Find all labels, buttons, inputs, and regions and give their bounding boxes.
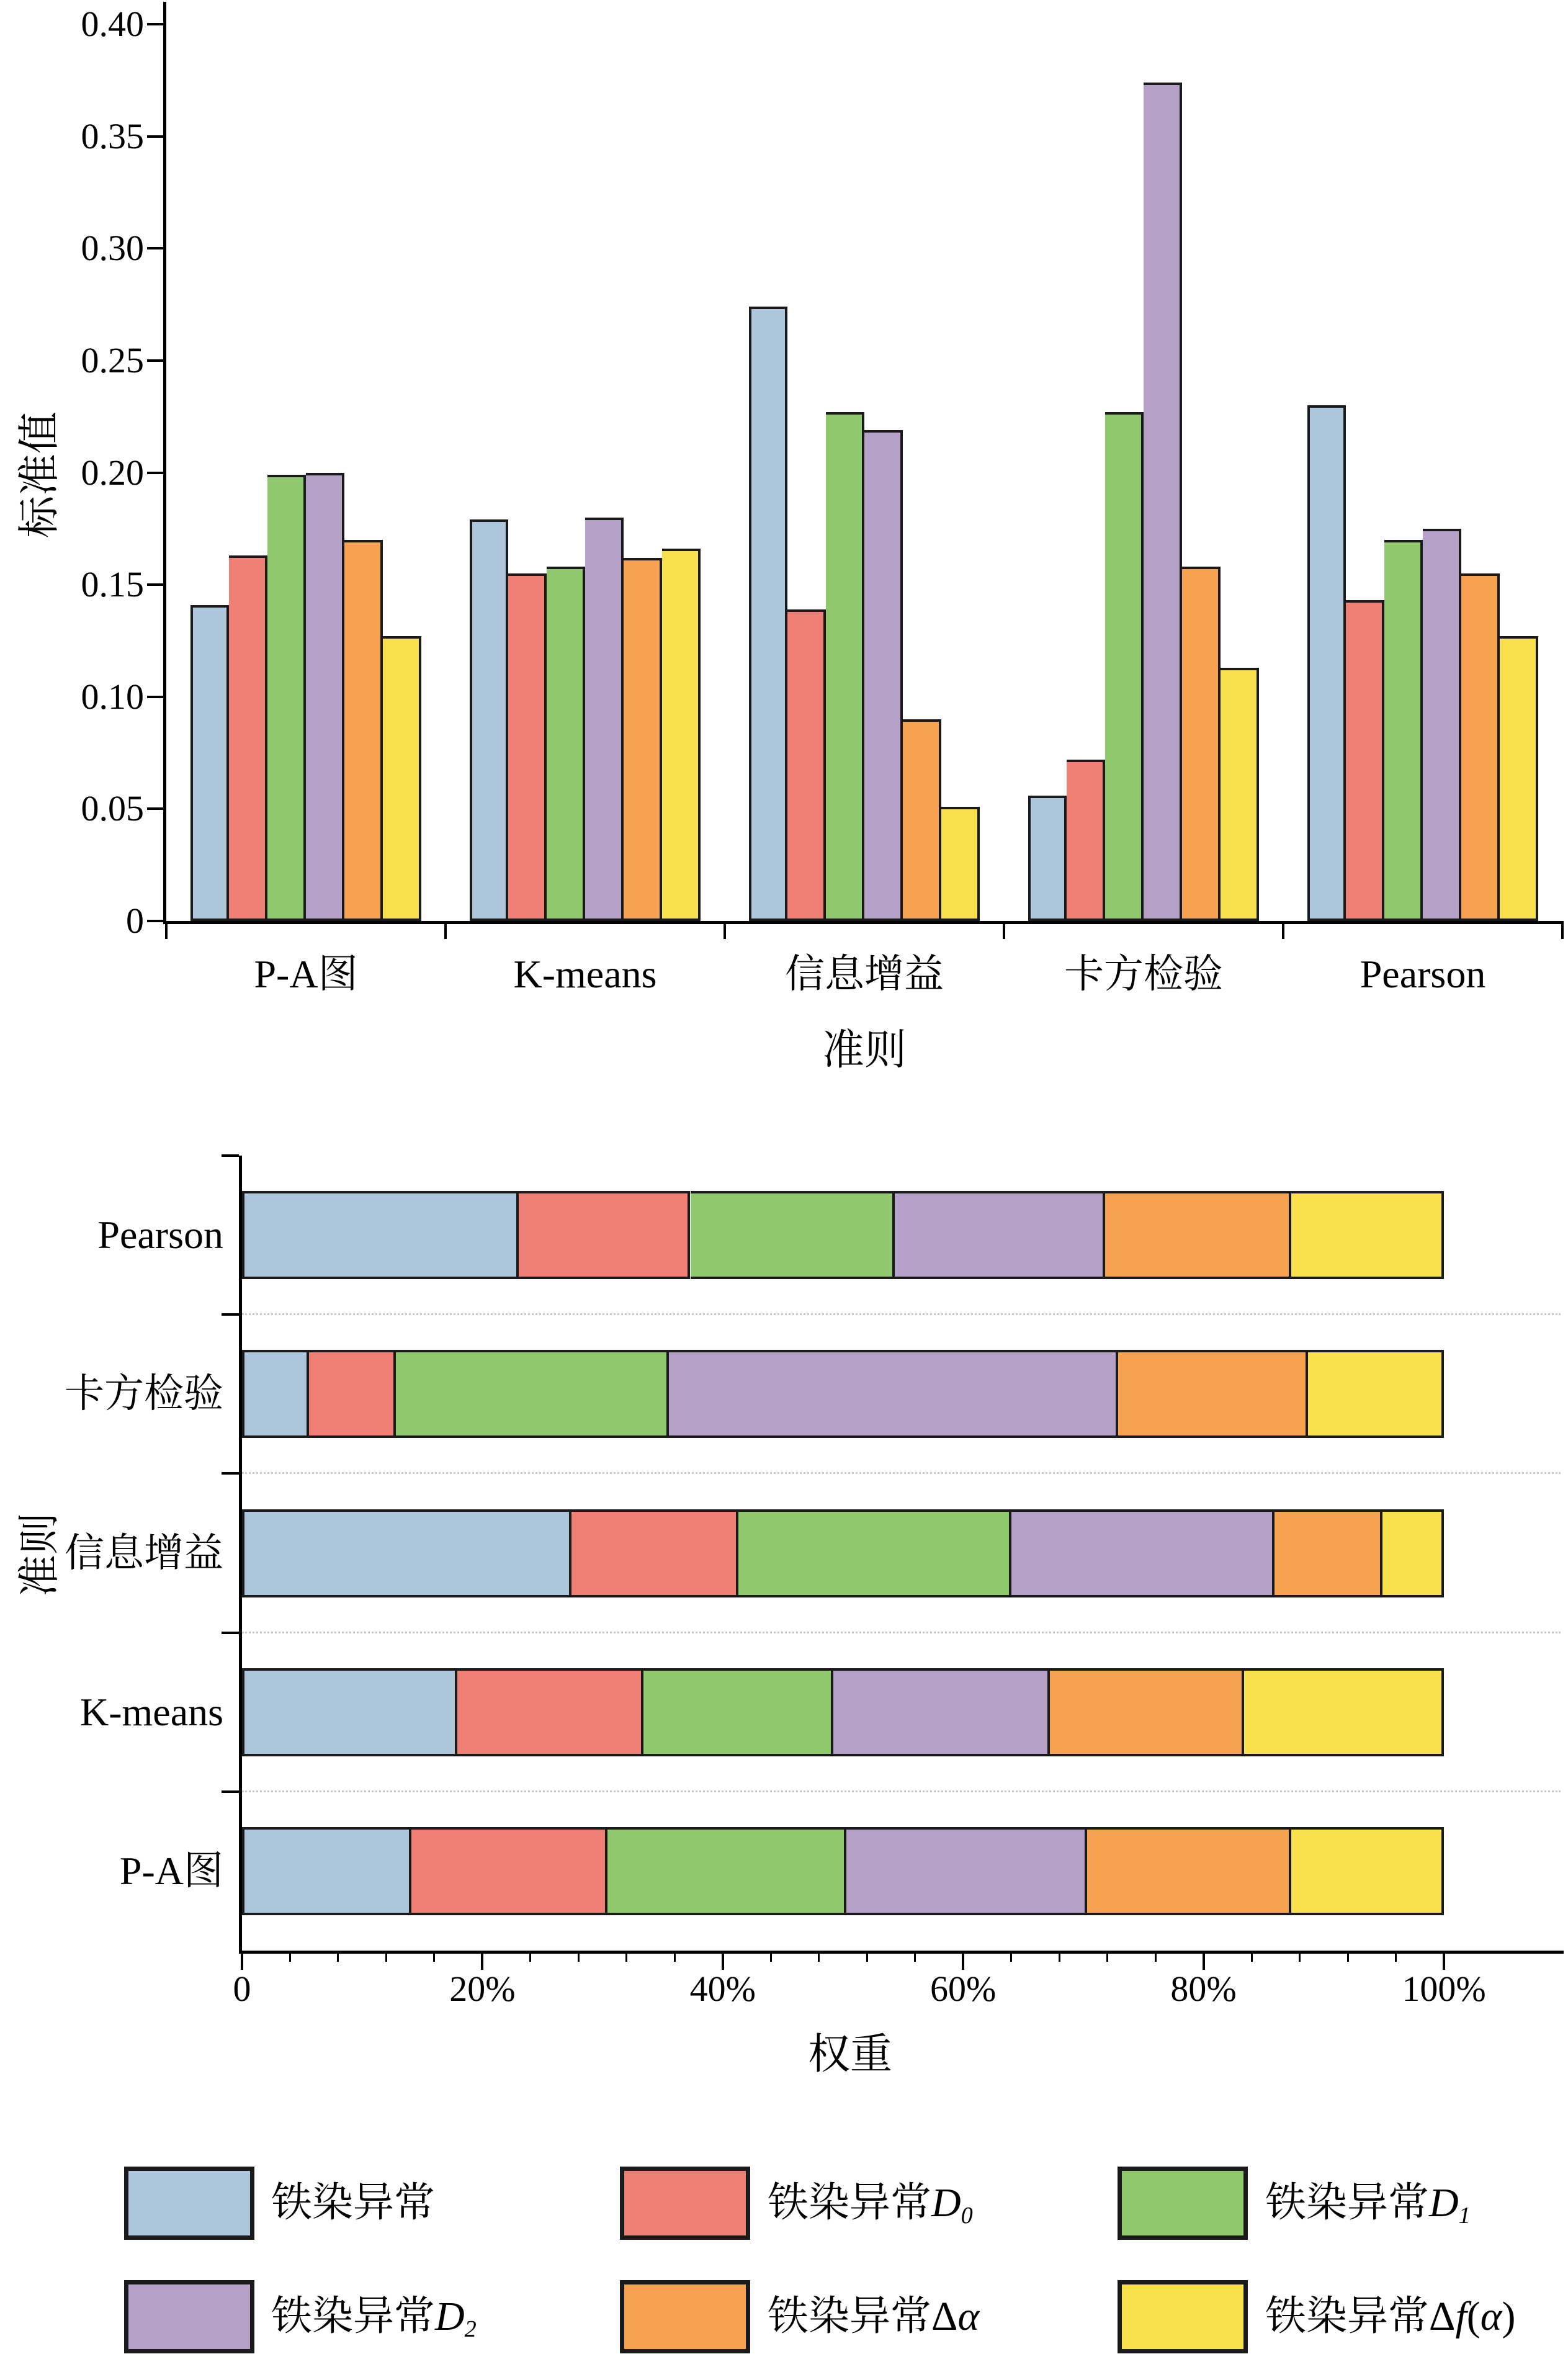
bar: [190, 605, 229, 921]
bar-segment: [1118, 1350, 1308, 1438]
y-tick-label: 0.25: [81, 339, 144, 380]
y-tick-label: 0.05: [81, 788, 144, 829]
bar-segment: [1291, 1827, 1444, 1915]
x-tick-label: 80%: [1170, 1969, 1237, 2009]
y-tick: [147, 472, 163, 474]
legend-label-part: 0: [961, 2203, 973, 2229]
x-minor-tick: [1059, 1954, 1060, 1962]
bar: [383, 636, 421, 921]
bar-segment: [242, 1509, 571, 1597]
y-tick-label: 0.30: [81, 228, 144, 269]
bar-segment: [309, 1350, 395, 1438]
x-minor-tick: [1010, 1954, 1012, 1962]
x-minor-tick: [1106, 1954, 1108, 1962]
bar: [547, 567, 585, 921]
legend-label-part: Δ: [931, 2294, 958, 2339]
y-tick: [147, 920, 163, 922]
legend-label: [768, 2280, 979, 2353]
bar-segment: [833, 1668, 1050, 1756]
bottom-x-axis-title: [726, 2028, 974, 2080]
bar: [864, 430, 903, 921]
y-tick: [222, 1472, 239, 1475]
bar: [1500, 636, 1538, 921]
y-axis: [163, 2, 166, 924]
bar: [1105, 412, 1144, 921]
y-axis: [239, 1156, 242, 1954]
bar: [470, 519, 508, 921]
legend-label-part: D: [1429, 2180, 1459, 2226]
y-tick: [222, 1632, 239, 1634]
category-label: 卡方检验: [1064, 952, 1223, 996]
x-minor-tick: [337, 1954, 339, 1962]
category-label: P-A图: [254, 952, 358, 996]
x-minor-tick: [289, 1954, 291, 1962]
gridline: [242, 1790, 1561, 1792]
bar: [1384, 540, 1423, 921]
bar: [267, 475, 306, 921]
bar-segment: [895, 1191, 1105, 1279]
bar: [941, 807, 980, 921]
legend-label-part: ): [1502, 2294, 1516, 2339]
legend-label: [1265, 2167, 1471, 2240]
legend-label: [271, 2280, 477, 2353]
category-label: 卡方检验: [65, 1372, 223, 1416]
bar-segment: [396, 1350, 669, 1438]
bar-segment: [1087, 1827, 1291, 1915]
bar: [1144, 83, 1182, 921]
legend-label-part: f: [1455, 2294, 1467, 2339]
bar-segment: [691, 1191, 895, 1279]
x-tick-label: 100%: [1402, 1969, 1486, 2009]
bar: [306, 473, 344, 921]
bar-segment: [643, 1668, 833, 1756]
legend-label-part: 铁染异常: [1265, 2180, 1429, 2226]
x-tick: [165, 924, 168, 939]
legend-swatch: [124, 2280, 254, 2353]
grouped-bar-chart: [0, 0, 1568, 1117]
legend-label: [1265, 2280, 1515, 2353]
category-label: 信息增益: [785, 952, 944, 996]
category-label: Pearson: [97, 1213, 223, 1257]
x-axis: [239, 1951, 1564, 1954]
y-tick: [147, 247, 163, 249]
bar: [787, 609, 826, 921]
x-tick: [444, 924, 447, 939]
bar: [1423, 529, 1461, 921]
legend-swatch: [620, 2167, 750, 2240]
bar-segment: [1308, 1350, 1444, 1438]
legend-label-part: D: [435, 2294, 465, 2339]
top-y-axis-title-text: 标准值: [16, 411, 63, 539]
bar-segment: [457, 1668, 643, 1756]
legend-label: [768, 2167, 973, 2240]
x-minor-tick: [625, 1954, 627, 1962]
y-tick: [222, 1313, 239, 1316]
bar-segment: [242, 1191, 519, 1279]
legend-label-part: 铁染异常: [768, 2294, 931, 2339]
bar: [624, 558, 662, 921]
bar: [229, 555, 267, 921]
x-tick: [1282, 924, 1284, 939]
y-tick-label: 0.40: [81, 4, 144, 45]
y-tick: [147, 583, 163, 586]
x-minor-tick: [578, 1954, 580, 1962]
legend-label-part: 铁染异常: [271, 2294, 435, 2339]
bar-segment: [242, 1350, 309, 1438]
bar-segment: [607, 1827, 846, 1915]
bar: [1182, 567, 1221, 921]
y-tick: [147, 359, 163, 362]
y-tick-label: 0.10: [81, 676, 144, 717]
x-axis: [163, 921, 1564, 924]
x-tick-label: 20%: [449, 1969, 516, 2009]
x-minor-tick: [385, 1954, 387, 1962]
y-tick-label: 0.20: [81, 452, 144, 493]
y-tick: [147, 807, 163, 810]
gridline: [242, 1472, 1561, 1474]
legend-label-part: 铁染异常: [271, 2180, 435, 2226]
legend-swatch: [124, 2167, 254, 2240]
bar-segment: [1011, 1509, 1275, 1597]
y-tick: [147, 23, 163, 25]
bar: [749, 307, 787, 921]
x-minor-tick: [1347, 1954, 1349, 1962]
bar: [1221, 668, 1259, 921]
x-tick-label: 0: [233, 1969, 251, 2009]
y-tick: [147, 135, 163, 138]
x-minor-tick: [1155, 1954, 1157, 1962]
bar: [1067, 760, 1105, 921]
bar-segment: [738, 1509, 1011, 1597]
bar: [903, 719, 941, 921]
bar: [344, 540, 383, 921]
x-minor-tick: [866, 1954, 868, 1962]
bar-segment: [411, 1827, 607, 1915]
legend-label-part: 铁染异常: [768, 2180, 931, 2226]
x-minor-tick: [1299, 1954, 1301, 1962]
bar-segment: [1105, 1191, 1291, 1279]
bar: [826, 412, 864, 921]
y-tick-label: 0.15: [81, 564, 144, 605]
legend-label-part: Δ: [1429, 2294, 1456, 2339]
bar-segment: [242, 1668, 457, 1756]
bar-segment: [1244, 1668, 1444, 1756]
legend-swatch: [1118, 2280, 1248, 2353]
x-tick-label: 60%: [930, 1969, 997, 2009]
legend-label-part: 铁染异常: [1265, 2294, 1429, 2339]
x-tick: [724, 924, 726, 939]
bar: [1346, 600, 1384, 921]
x-minor-tick: [674, 1954, 676, 1962]
legend-label-part: α: [957, 2294, 980, 2339]
bar: [1307, 405, 1346, 921]
x-minor-tick: [770, 1954, 772, 1962]
bar: [1028, 796, 1067, 921]
bar-segment: [571, 1509, 738, 1597]
x-tick: [1561, 924, 1564, 939]
gridline: [242, 1313, 1561, 1315]
bar: [1461, 573, 1500, 921]
bottom-y-axis-title-text: 准则: [16, 1512, 63, 1597]
legend-label-part: 2: [464, 2316, 477, 2343]
top-x-axis-title-text: 准则: [822, 1027, 907, 1074]
bottom-x-axis-title-text: 权重: [807, 2031, 892, 2078]
x-tick: [1003, 924, 1005, 939]
x-tick-label: 40%: [689, 1969, 756, 2009]
bar-segment: [242, 1827, 411, 1915]
x-minor-tick: [529, 1954, 531, 1962]
category-label: P-A图: [119, 1848, 223, 1893]
bar-segment: [519, 1191, 691, 1279]
y-tick-label: 0: [126, 901, 144, 941]
bar-segment: [1382, 1509, 1444, 1597]
y-tick: [222, 1790, 239, 1793]
legend-label-part: D: [931, 2180, 961, 2226]
bar-segment: [846, 1827, 1086, 1915]
x-minor-tick: [914, 1954, 916, 1962]
category-label: K-means: [79, 1689, 223, 1734]
legend-label-part: 1: [1458, 2203, 1471, 2229]
bar-segment: [1275, 1509, 1382, 1597]
bar: [585, 518, 624, 921]
x-minor-tick: [818, 1954, 820, 1962]
legend-label: [271, 2167, 435, 2240]
legend-label-part: α: [1480, 2294, 1502, 2339]
top-x-axis-title: [740, 1024, 988, 1076]
y-tick-label: 0.35: [81, 115, 144, 156]
bar-segment: [1050, 1668, 1245, 1756]
gridline: [242, 1632, 1561, 1633]
x-minor-tick: [1395, 1954, 1397, 1962]
legend-label-part: (: [1466, 2294, 1481, 2339]
y-tick: [222, 1154, 239, 1157]
legend-swatch: [1118, 2167, 1248, 2240]
x-minor-tick: [433, 1954, 435, 1962]
category-label: Pearson: [1360, 952, 1486, 996]
bar: [508, 573, 547, 921]
category-label: K-means: [513, 952, 657, 996]
category-label: 信息增益: [65, 1530, 223, 1575]
x-minor-tick: [1251, 1954, 1253, 1962]
legend-swatch: [620, 2280, 750, 2353]
bar-segment: [1291, 1191, 1444, 1279]
y-tick: [147, 696, 163, 698]
bar: [662, 549, 701, 921]
bar-segment: [669, 1350, 1118, 1438]
